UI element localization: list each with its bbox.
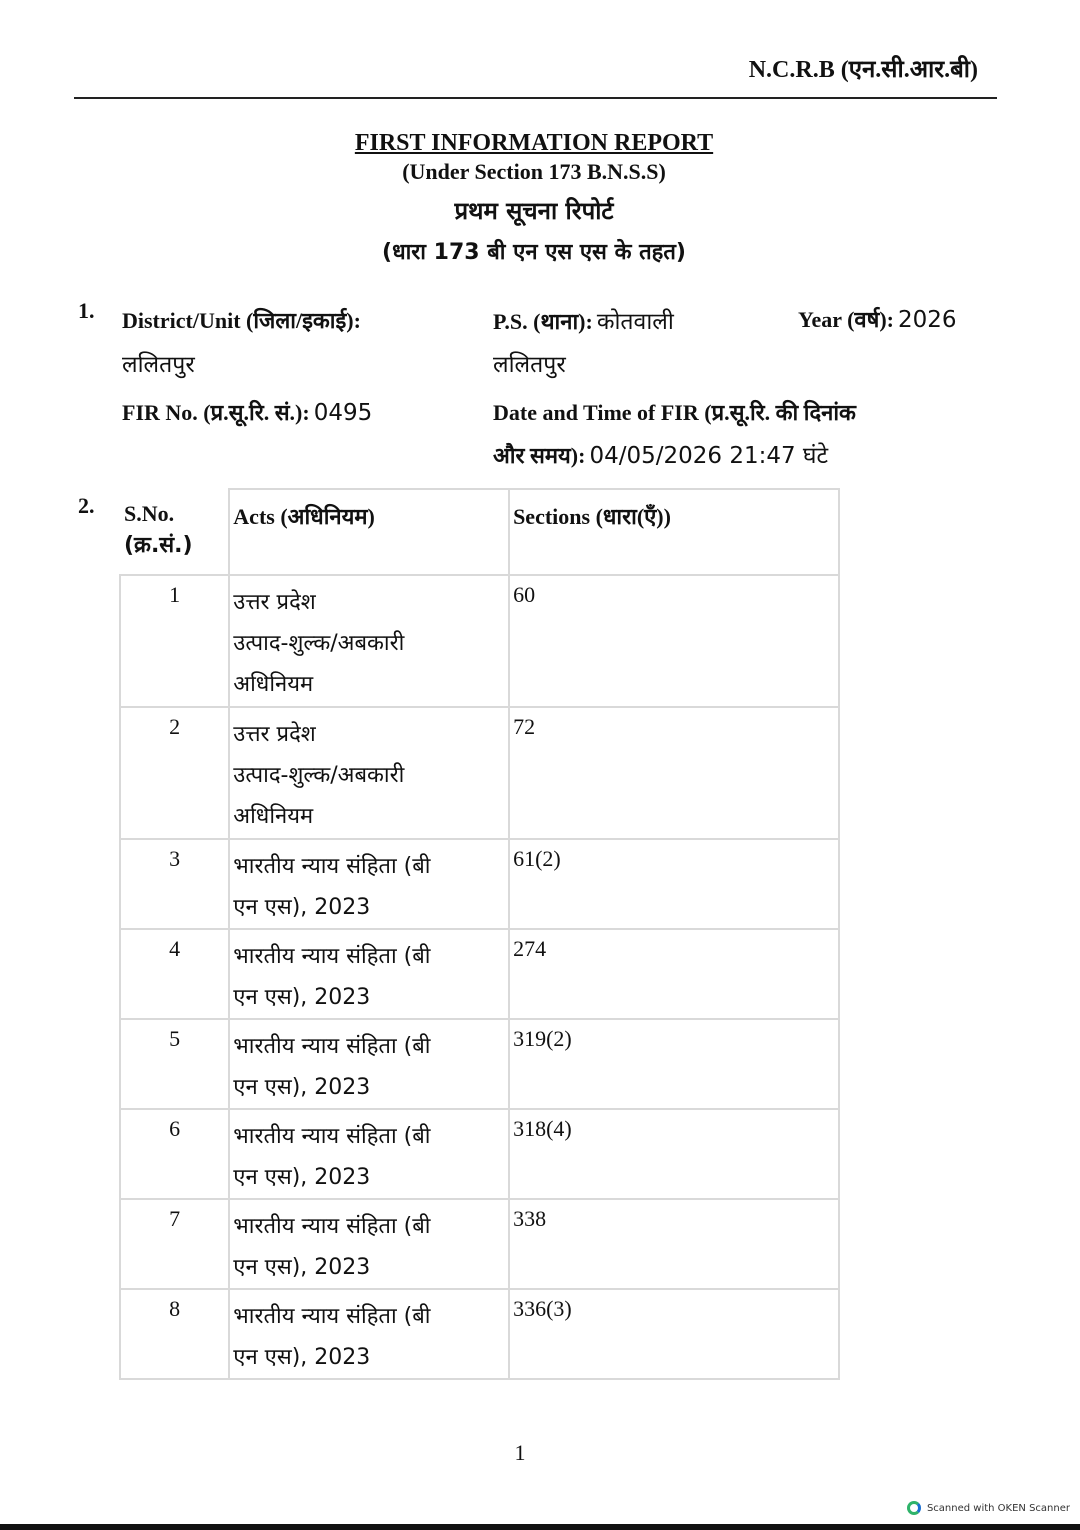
bottom-border bbox=[0, 1524, 1080, 1530]
row-act bbox=[229, 707, 509, 839]
table-row bbox=[120, 1109, 839, 1199]
row-section: 60 bbox=[509, 575, 839, 707]
datetime-value: 04/05/2026 21:47 घंटे bbox=[589, 443, 829, 469]
district-label: District/Unit (जिला/इकाई): bbox=[122, 308, 361, 333]
row-sno: 7 bbox=[120, 1199, 229, 1289]
act-line: एन एस), 2023 bbox=[233, 1255, 371, 1280]
ncrb-header: N.C.R.B (एन.सी.आर.बी) bbox=[748, 57, 978, 83]
scanner-watermark bbox=[907, 1501, 1070, 1515]
act-line: अधिनियम bbox=[233, 672, 314, 697]
ps-value: कोतवाली bbox=[596, 309, 674, 335]
act-line: भारतीय न्याय संहिता (बी bbox=[233, 1304, 431, 1329]
header-sno-en: S.No. bbox=[124, 501, 175, 526]
act-line: एन एस), 2023 bbox=[233, 1165, 371, 1190]
scanner-logo-icon bbox=[907, 1501, 921, 1515]
year-label: Year (वर्ष): bbox=[798, 307, 895, 332]
act-line: उत्तर प्रदेश bbox=[233, 590, 316, 615]
datetime-label: Date and Time of FIR (प्र.सू.रि. की दिनांक bbox=[493, 400, 856, 425]
table-row bbox=[120, 1289, 839, 1379]
row-sno: 4 bbox=[120, 929, 229, 1019]
header-acts: Acts (अधिनियम) bbox=[229, 489, 509, 575]
acts-sections-table bbox=[119, 488, 840, 1380]
table-row bbox=[120, 929, 839, 1019]
act-line: उत्पाद-शुल्क/अबकारी bbox=[233, 631, 405, 656]
row-sno: 5 bbox=[120, 1019, 229, 1109]
row-sno: 6 bbox=[120, 1109, 229, 1199]
row-section: 61(2) bbox=[509, 839, 839, 929]
fir-value: 0495 bbox=[313, 400, 373, 426]
table-body bbox=[120, 575, 839, 1379]
act-line: भारतीय न्याय संहिता (बी bbox=[233, 944, 431, 969]
row-section: 336(3) bbox=[509, 1289, 839, 1379]
act-line: उत्तर प्रदेश bbox=[233, 722, 316, 747]
table-row bbox=[120, 575, 839, 707]
header-sno bbox=[120, 489, 229, 575]
district-value: ललितपुर bbox=[122, 352, 195, 378]
act-line: एन एस), 2023 bbox=[233, 1075, 371, 1100]
act-line: भारतीय न्याय संहिता (बी bbox=[233, 1214, 431, 1239]
scanner-text: Scanned with OKEN Scanner bbox=[926, 1502, 1070, 1514]
row-act bbox=[229, 929, 509, 1019]
act-line: एन एस), 2023 bbox=[233, 985, 371, 1010]
row-section: 274 bbox=[509, 929, 839, 1019]
row-act bbox=[229, 839, 509, 929]
act-line: भारतीय न्याय संहिता (बी bbox=[233, 1034, 431, 1059]
row-sno: 8 bbox=[120, 1289, 229, 1379]
row-sno: 2 bbox=[120, 707, 229, 839]
act-line: उत्पाद-शुल्क/अबकारी bbox=[233, 763, 405, 788]
year-value: 2026 bbox=[898, 307, 957, 333]
fir-label: FIR No. (प्र.सू.रि. सं.): bbox=[122, 400, 310, 425]
report-title: FIRST INFORMATION REPORT bbox=[354, 130, 714, 156]
datetime-label-2: और समय): bbox=[493, 443, 586, 468]
year-field bbox=[798, 304, 957, 334]
section-2-number: 2. bbox=[78, 493, 95, 518]
ps-value-line2: ललितपुर bbox=[493, 352, 566, 378]
act-line: भारतीय न्याय संहिता (बी bbox=[233, 854, 431, 879]
act-line: एन एस), 2023 bbox=[233, 1345, 371, 1370]
report-subtitle: (Under Section 173 B.N.S.S) bbox=[402, 159, 666, 184]
row-section: 318(4) bbox=[509, 1109, 839, 1199]
row-sno: 1 bbox=[120, 575, 229, 707]
report-title-hindi: प्रथम सूचना रिपोर्ट bbox=[454, 197, 614, 225]
datetime-field bbox=[493, 438, 828, 470]
header-divider bbox=[74, 97, 997, 99]
section-1-number: 1. bbox=[78, 298, 95, 323]
act-line: भारतीय न्याय संहिता (बी bbox=[233, 1124, 431, 1149]
table-row bbox=[120, 1199, 839, 1289]
act-line: अधिनियम bbox=[233, 804, 314, 829]
table-row bbox=[120, 839, 839, 929]
fir-number-field bbox=[122, 397, 372, 427]
report-subtitle-hindi: (धारा 173 बी एन एस एस के तहत) bbox=[382, 240, 686, 265]
row-sno: 3 bbox=[120, 839, 229, 929]
header-sections: Sections (धारा(एँ)) bbox=[509, 489, 839, 575]
row-act bbox=[229, 575, 509, 707]
row-act bbox=[229, 1109, 509, 1199]
page-number: 1 bbox=[514, 1440, 526, 1465]
row-act bbox=[229, 1199, 509, 1289]
act-line: एन एस), 2023 bbox=[233, 895, 371, 920]
table-header-row bbox=[120, 489, 839, 575]
ps-label: P.S. (थाना): bbox=[493, 309, 593, 334]
row-section: 338 bbox=[509, 1199, 839, 1289]
row-act bbox=[229, 1019, 509, 1109]
table-row bbox=[120, 707, 839, 839]
row-act bbox=[229, 1289, 509, 1379]
row-section: 72 bbox=[509, 707, 839, 839]
police-station-field bbox=[493, 304, 674, 336]
row-section: 319(2) bbox=[509, 1019, 839, 1109]
table-row bbox=[120, 1019, 839, 1109]
header-sno-hi: (क्र.सं.) bbox=[124, 533, 193, 558]
